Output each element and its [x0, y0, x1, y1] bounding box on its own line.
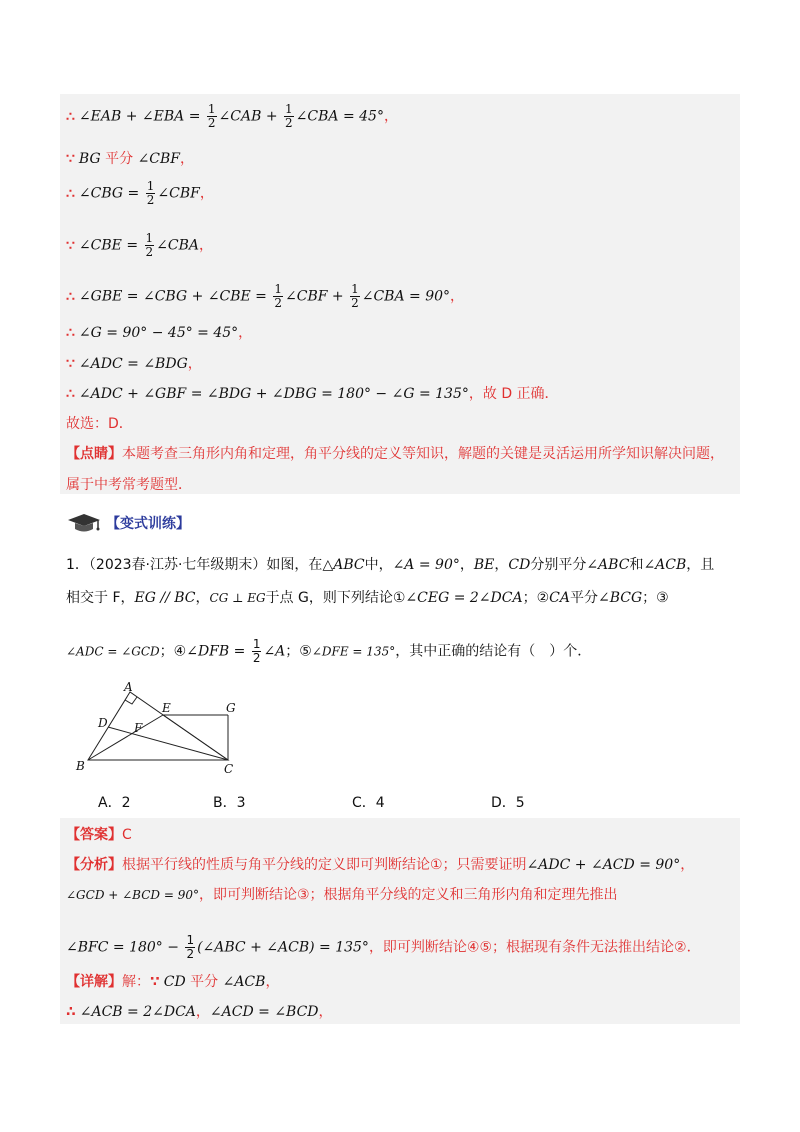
- label-a: A: [124, 680, 133, 694]
- label-d: D: [98, 716, 108, 730]
- solution-line-2: ∵ BG 平分 ∠CBF，: [66, 151, 195, 167]
- solution-line-3: ∴ ∠CBG = $\frac{1}{2}$ ∠CBF，: [66, 179, 214, 207]
- solution-line-7: ∵ ∠ADC = ∠BDG，: [66, 356, 202, 372]
- choice-a[interactable]: A．2: [98, 795, 131, 811]
- choice-d[interactable]: D．5: [491, 795, 525, 811]
- label-e: E: [162, 701, 171, 715]
- analysis-line-2: ∠GCD + ∠BCD = 90°，即可判断结论③；根据角平分线的定义和三角形内角和定理先推出: [66, 887, 618, 903]
- choice-b[interactable]: B．3: [213, 795, 246, 811]
- analysis-line-3: ∠BFC = 180° − $\frac{1}{2}$ (∠ABC + ∠ACB) = 135°，即可判断结论④⑤；根据现有条件无法推出结论②．: [66, 933, 701, 961]
- solution-line-5: ∴ ∠GBE = ∠CBG + ∠CBE = $\frac{1}{2}$ ∠CBF + $\frac{1}{2}$ ∠CBA = 90°，: [66, 282, 465, 310]
- question-line-2: 相交于 F，EG // BC，CG ⊥ EG于点 G，则下列结论①∠CEG = 2∠DCA；②CA平分∠BCG；③: [66, 590, 669, 606]
- question-line-1: 1．（2023春·江苏·七年级期末）如图，在△ABC中，∠A = 90°，BE，CD分别平分∠ABC和∠ACB，且: [66, 557, 715, 573]
- solution-line-1: ∴ ∠EAB + ∠EBA = $\frac{1}{2}$ ∠CAB + $\frac{1}{2}$ ∠CBA = 45°，: [66, 102, 398, 130]
- graduation-cap-icon: [66, 512, 102, 534]
- section-title: 【变式训练】: [106, 516, 190, 532]
- solution-line-4: ∵ ∠CBE = $\frac{1}{2}$ ∠CBA，: [66, 231, 213, 259]
- analysis-line-1: 【分析】根据平行线的性质与角平分线的定义即可判断结论①；只需要证明∠ADC + ∠ACD = 90°，: [66, 857, 695, 873]
- review-line-2: 属于中考常考题型．: [66, 477, 192, 493]
- review-line-1: 【点睛】本题考查三角形内角和定理，角平分线的定义等知识，解题的关键是灵活运用所学知识解决问题，: [66, 446, 724, 462]
- question-line-3: ∠ADC = ∠GCD；④∠DFB = $\frac{1}{2}$ ∠A；⑤∠DFE = 135°，其中正确的结论有（ ）个．: [66, 637, 592, 665]
- geometry-figure: [70, 680, 250, 780]
- segment-cd: [108, 727, 228, 760]
- choice-c[interactable]: C．4: [352, 795, 385, 811]
- detail-line-1: 【详解】解：∵ CD 平分 ∠ACB，: [66, 974, 280, 990]
- label-c: C: [224, 762, 234, 776]
- label-b: B: [76, 759, 85, 773]
- solution-line-6: ∴ ∠G = 90° − 45° = 45°，: [66, 325, 253, 341]
- solution-conclusion: 故选：D．: [66, 416, 133, 432]
- section-heading: [66, 512, 190, 534]
- segment-ec: [163, 715, 228, 760]
- answer-line: 【答案】C: [66, 827, 132, 843]
- answer-box: [60, 818, 740, 1024]
- label-f: F: [134, 721, 143, 735]
- detail-line-2: ∴ ∠ACB = 2∠DCA，∠ACD = ∠BCD，: [66, 1004, 333, 1020]
- triangle-abc: [88, 692, 228, 760]
- label-g: G: [226, 701, 236, 715]
- solution-line-8: ∴ ∠ADC + ∠GBF = ∠BDG + ∠DBG = 180° − ∠G = 135°，故 D 正确．: [66, 386, 559, 402]
